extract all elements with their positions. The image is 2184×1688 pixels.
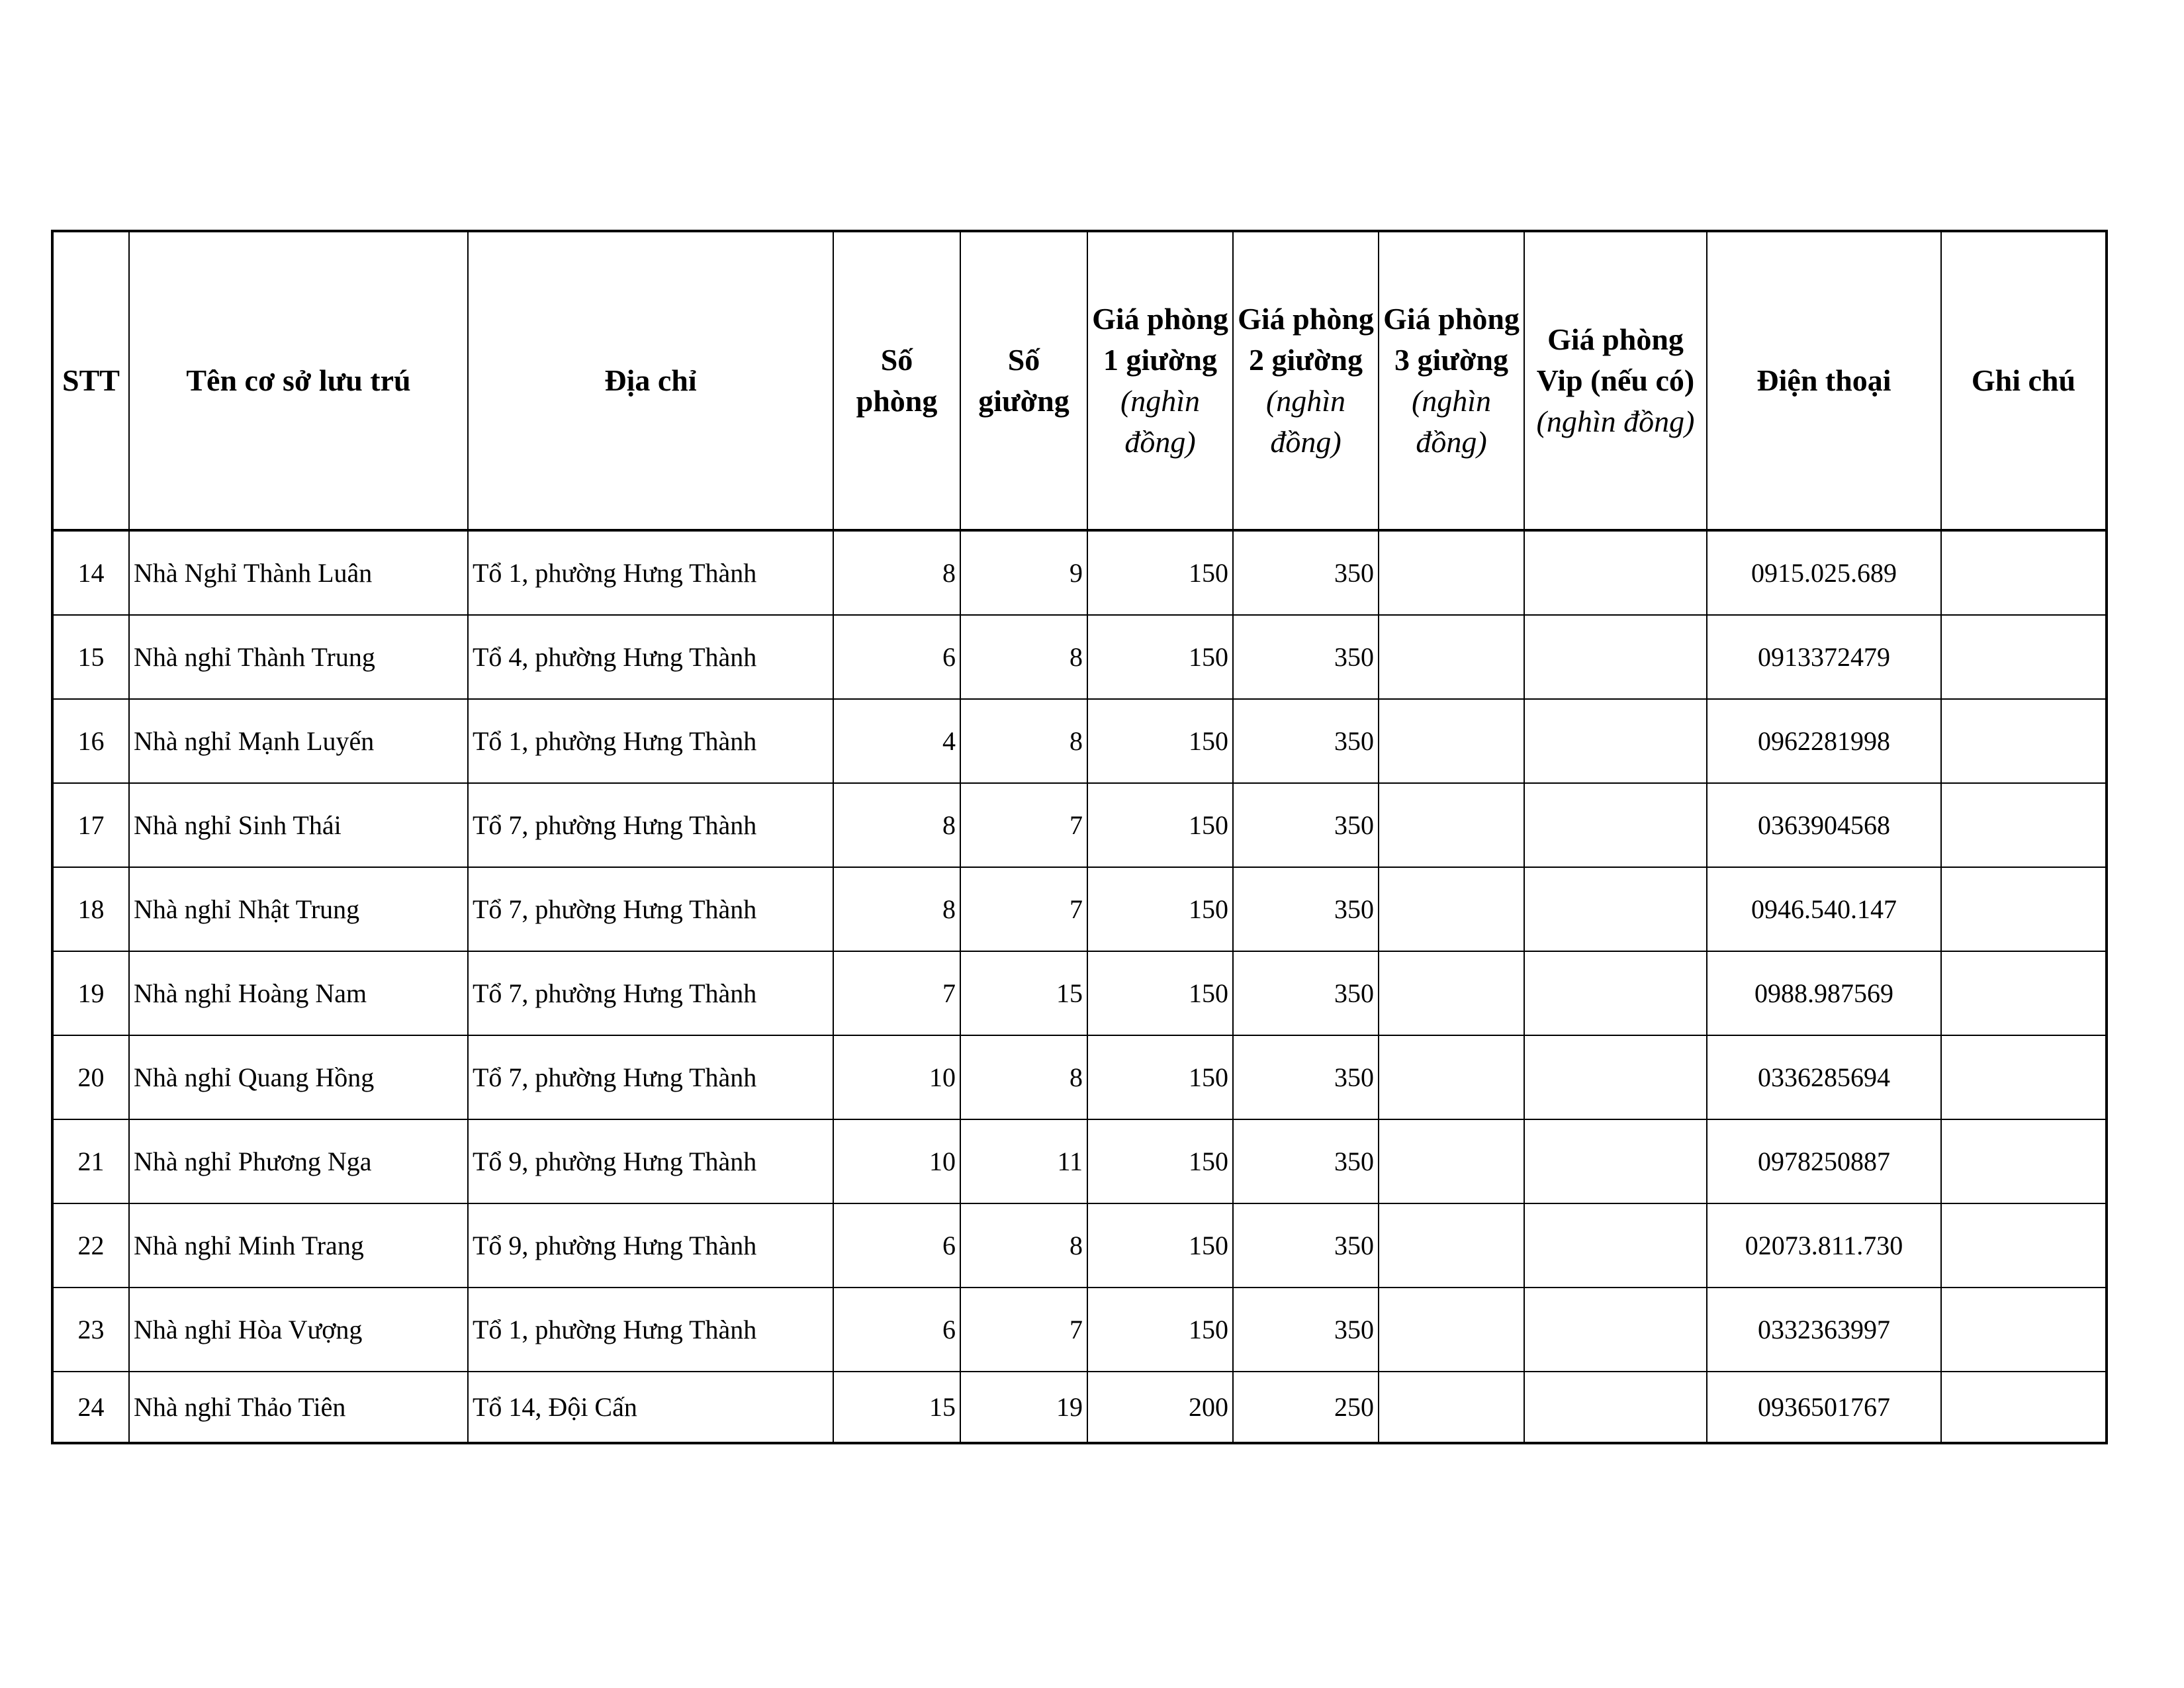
cell-price-vip <box>1524 783 1707 867</box>
cell-beds: 7 <box>960 867 1087 951</box>
cell-address: Tổ 14, Đội Cấn <box>468 1372 833 1443</box>
cell-price-2: 350 <box>1233 1203 1379 1288</box>
cell-stt: 15 <box>52 615 129 699</box>
cell-phone: 0913372479 <box>1707 615 1941 699</box>
cell-price-1: 150 <box>1087 783 1233 867</box>
cell-price-1: 150 <box>1087 951 1233 1035</box>
cell-address: Tổ 9, phường Hưng Thành <box>468 1203 833 1288</box>
cell-price-2: 350 <box>1233 1288 1379 1372</box>
table-row <box>52 1288 2107 1372</box>
table-row <box>52 1372 2107 1443</box>
cell-stt: 23 <box>52 1288 129 1372</box>
table-row <box>52 1203 2107 1288</box>
cell-stt: 17 <box>52 783 129 867</box>
header-address: Địa chỉ <box>468 231 833 530</box>
cell-price-vip <box>1524 1288 1707 1372</box>
header-price-1-bed: Giá phòng 1 giường (nghìn đồng) <box>1087 231 1233 530</box>
cell-price-vip <box>1524 1203 1707 1288</box>
cell-price-2: 350 <box>1233 615 1379 699</box>
cell-note <box>1941 783 2107 867</box>
cell-beds: 11 <box>960 1119 1087 1203</box>
cell-stt: 18 <box>52 867 129 951</box>
accommodation-table <box>51 230 2108 1444</box>
cell-phone: 0332363997 <box>1707 1288 1941 1372</box>
cell-rooms: 4 <box>833 699 960 783</box>
header-beds: Số giường <box>960 231 1087 530</box>
cell-rooms: 7 <box>833 951 960 1035</box>
header-price-vip: Giá phòng Vip (nếu có) (nghìn đồng) <box>1524 231 1707 530</box>
cell-price-2: 350 <box>1233 1119 1379 1203</box>
cell-name: Nhà nghỉ Mạnh Luyến <box>129 699 468 783</box>
cell-price-1: 150 <box>1087 699 1233 783</box>
cell-price-vip <box>1524 1372 1707 1443</box>
cell-price-1: 150 <box>1087 1203 1233 1288</box>
cell-rooms: 10 <box>833 1035 960 1119</box>
cell-price-3 <box>1379 1035 1524 1119</box>
cell-price-2: 350 <box>1233 951 1379 1035</box>
cell-note <box>1941 1288 2107 1372</box>
cell-phone: 0988.987569 <box>1707 951 1941 1035</box>
cell-beds: 8 <box>960 1203 1087 1288</box>
cell-rooms: 10 <box>833 1119 960 1203</box>
header-price-1-unit: (nghìn đồng) <box>1120 384 1201 459</box>
cell-name: Nhà nghỉ Thành Trung <box>129 615 468 699</box>
cell-note <box>1941 530 2107 615</box>
table-row <box>52 951 2107 1035</box>
cell-beds: 9 <box>960 530 1087 615</box>
header-name: Tên cơ sở lưu trú <box>129 231 468 530</box>
cell-phone: 0978250887 <box>1707 1119 1941 1203</box>
table-row <box>52 615 2107 699</box>
cell-price-2: 250 <box>1233 1372 1379 1443</box>
header-stt: STT <box>52 231 129 530</box>
cell-rooms: 6 <box>833 615 960 699</box>
cell-address: Tổ 4, phường Hưng Thành <box>468 615 833 699</box>
header-phone: Điện thoại <box>1707 231 1941 530</box>
cell-address: Tổ 7, phường Hưng Thành <box>468 1035 833 1119</box>
header-price-2-unit: (nghìn đồng) <box>1265 384 1346 459</box>
cell-address: Tổ 7, phường Hưng Thành <box>468 867 833 951</box>
cell-stt: 24 <box>52 1372 129 1443</box>
cell-beds: 15 <box>960 951 1087 1035</box>
cell-price-3 <box>1379 783 1524 867</box>
cell-stt: 14 <box>52 530 129 615</box>
cell-address: Tổ 7, phường Hưng Thành <box>468 951 833 1035</box>
cell-price-2: 350 <box>1233 783 1379 867</box>
cell-price-3 <box>1379 1203 1524 1288</box>
cell-price-1: 150 <box>1087 1035 1233 1119</box>
table-row <box>52 783 2107 867</box>
table-header <box>52 231 2107 530</box>
cell-address: Tổ 9, phường Hưng Thành <box>468 1119 833 1203</box>
cell-price-vip <box>1524 615 1707 699</box>
cell-price-1: 150 <box>1087 615 1233 699</box>
cell-note <box>1941 951 2107 1035</box>
cell-price-1: 200 <box>1087 1372 1233 1443</box>
cell-beds: 19 <box>960 1372 1087 1443</box>
cell-rooms: 8 <box>833 867 960 951</box>
cell-price-3 <box>1379 530 1524 615</box>
cell-beds: 7 <box>960 783 1087 867</box>
cell-price-2: 350 <box>1233 530 1379 615</box>
cell-note <box>1941 1035 2107 1119</box>
cell-note <box>1941 1119 2107 1203</box>
cell-beds: 7 <box>960 1288 1087 1372</box>
cell-address: Tổ 1, phường Hưng Thành <box>468 1288 833 1372</box>
cell-phone: 0915.025.689 <box>1707 530 1941 615</box>
cell-beds: 8 <box>960 1035 1087 1119</box>
header-rooms: Số phòng <box>833 231 960 530</box>
cell-price-3 <box>1379 1372 1524 1443</box>
cell-name: Nhà nghỉ Hoàng Nam <box>129 951 468 1035</box>
cell-stt: 21 <box>52 1119 129 1203</box>
table-row <box>52 530 2107 615</box>
cell-price-3 <box>1379 615 1524 699</box>
cell-price-3 <box>1379 1119 1524 1203</box>
header-price-3-unit: (nghìn đồng) <box>1411 384 1492 459</box>
cell-phone: 0936501767 <box>1707 1372 1941 1443</box>
cell-name: Nhà nghỉ Phương Nga <box>129 1119 468 1203</box>
cell-stt: 16 <box>52 699 129 783</box>
cell-price-vip <box>1524 1035 1707 1119</box>
cell-note <box>1941 867 2107 951</box>
cell-price-3 <box>1379 1288 1524 1372</box>
cell-price-vip <box>1524 867 1707 951</box>
cell-name: Nhà nghỉ Quang Hồng <box>129 1035 468 1119</box>
cell-price-1: 150 <box>1087 867 1233 951</box>
cell-name: Nhà Nghỉ Thành Luân <box>129 530 468 615</box>
cell-beds: 8 <box>960 615 1087 699</box>
cell-rooms: 6 <box>833 1288 960 1372</box>
cell-price-3 <box>1379 867 1524 951</box>
cell-price-2: 350 <box>1233 699 1379 783</box>
cell-rooms: 15 <box>833 1372 960 1443</box>
cell-price-3 <box>1379 699 1524 783</box>
cell-phone: 0363904568 <box>1707 783 1941 867</box>
cell-price-vip <box>1524 951 1707 1035</box>
cell-rooms: 6 <box>833 1203 960 1288</box>
table-row <box>52 1035 2107 1119</box>
cell-beds: 8 <box>960 699 1087 783</box>
table-row <box>52 699 2107 783</box>
header-price-vip-unit: (nghìn đồng) <box>1536 404 1695 438</box>
table-row <box>52 867 2107 951</box>
cell-stt: 19 <box>52 951 129 1035</box>
cell-note <box>1941 699 2107 783</box>
cell-price-vip <box>1524 1119 1707 1203</box>
cell-price-2: 350 <box>1233 1035 1379 1119</box>
cell-phone: 0962281998 <box>1707 699 1941 783</box>
header-note: Ghi chú <box>1941 231 2107 530</box>
cell-price-2: 350 <box>1233 867 1379 951</box>
cell-price-3 <box>1379 951 1524 1035</box>
cell-price-1: 150 <box>1087 1119 1233 1203</box>
table-row <box>52 1119 2107 1203</box>
cell-note <box>1941 1372 2107 1443</box>
cell-price-1: 150 <box>1087 1288 1233 1372</box>
cell-address: Tổ 1, phường Hưng Thành <box>468 530 833 615</box>
cell-stt: 22 <box>52 1203 129 1288</box>
cell-rooms: 8 <box>833 783 960 867</box>
cell-name: Nhà nghỉ Sinh Thái <box>129 783 468 867</box>
cell-phone: 0336285694 <box>1707 1035 1941 1119</box>
header-price-2-bed: Giá phòng 2 giường (nghìn đồng) <box>1233 231 1379 530</box>
header-price-3-bed: Giá phòng 3 giường (nghìn đồng) <box>1379 231 1524 530</box>
cell-address: Tổ 1, phường Hưng Thành <box>468 699 833 783</box>
cell-note <box>1941 1203 2107 1288</box>
cell-rooms: 8 <box>833 530 960 615</box>
cell-address: Tổ 7, phường Hưng Thành <box>468 783 833 867</box>
cell-price-1: 150 <box>1087 530 1233 615</box>
cell-price-vip <box>1524 530 1707 615</box>
cell-phone: 0946.540.147 <box>1707 867 1941 951</box>
cell-name: Nhà nghỉ Minh Trang <box>129 1203 468 1288</box>
cell-name: Nhà nghỉ Hòa Vượng <box>129 1288 468 1372</box>
cell-name: Nhà nghỉ Nhật Trung <box>129 867 468 951</box>
cell-price-vip <box>1524 699 1707 783</box>
cell-stt: 20 <box>52 1035 129 1119</box>
cell-note <box>1941 615 2107 699</box>
table-body <box>52 530 2107 1443</box>
header-row <box>52 231 2107 530</box>
cell-phone: 02073.811.730 <box>1707 1203 1941 1288</box>
cell-name: Nhà nghỉ Thảo Tiên <box>129 1372 468 1443</box>
